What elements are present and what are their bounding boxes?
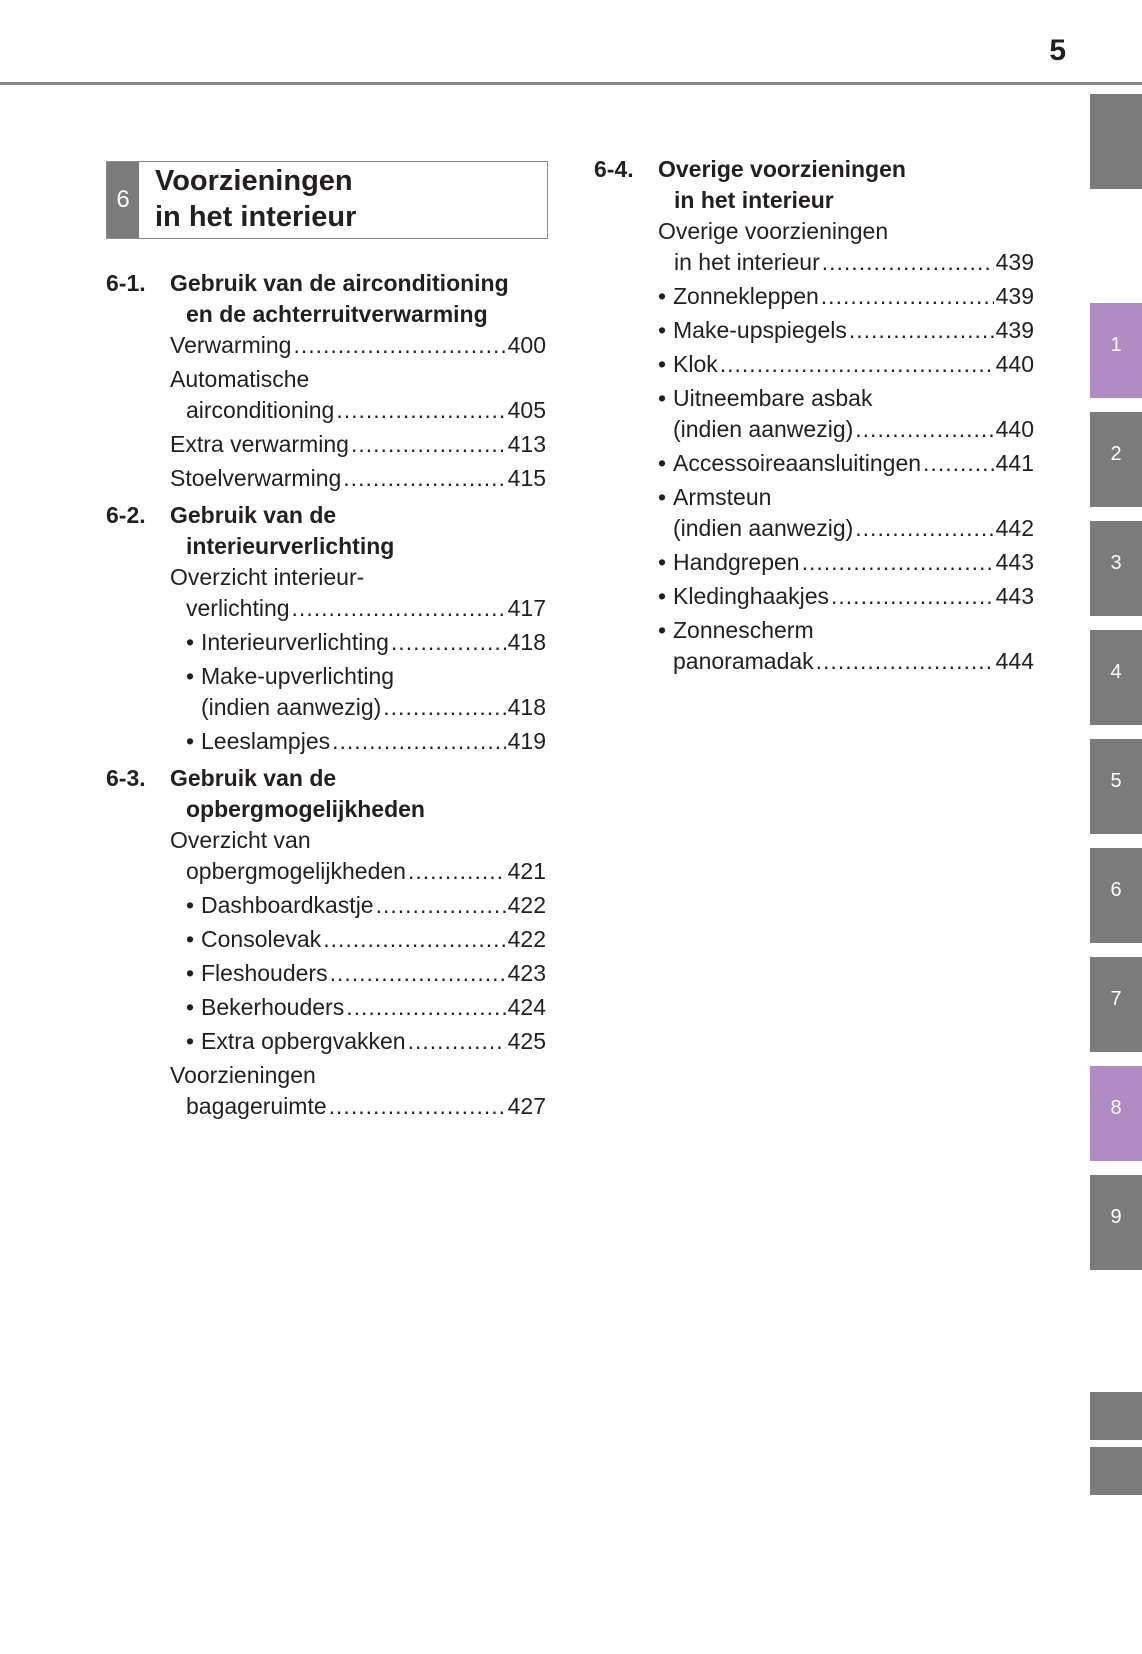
section-6-2 — [106, 500, 546, 757]
toc-entry-overzicht-interieurverlichting[interactable]: Overzicht interieur- verlichting ..... 417 — [106, 562, 546, 624]
toc-entry-airconditioning[interactable]: Automatische airconditioning ..... 405 — [106, 364, 546, 426]
chapter-header — [106, 161, 548, 239]
side-tab-top[interactable] — [1090, 94, 1142, 189]
toc-bullet-zonnescherm-panoramadak[interactable]: • Zonnescherm panoramadak ..... 444 — [594, 615, 1034, 677]
side-tab-abbreviations[interactable] — [1090, 1447, 1142, 1495]
toc-bullet-handgrepen[interactable]: • Handgrepen ..... 443 — [594, 547, 1034, 578]
toc-bullet-extra-opbergvakken[interactable]: • Extra opbergvakken ..... 425 — [106, 1026, 546, 1057]
side-tab-5[interactable]: 5 — [1090, 739, 1142, 834]
toc-entry-extra-verwarming[interactable]: Extra verwarming ..... 413 — [106, 429, 546, 460]
chapter-number: 6 — [107, 162, 139, 238]
toc-bullet-fleshouders[interactable]: • Fleshouders ..... 423 — [106, 958, 546, 989]
toc-bullet-leeslampjes[interactable]: • Leeslampjes ..... 419 — [106, 726, 546, 757]
toc-entry-stoelverwarming[interactable]: Stoelverwarming ..... 415 — [106, 463, 546, 494]
toc-entry-voorzieningen-bagageruimte[interactable]: Voorzieningen bagageruimte ..... 427 — [106, 1060, 546, 1122]
side-tab-3[interactable]: 3 — [1090, 521, 1142, 616]
toc-bullet-bekerhouders[interactable]: • Bekerhouders ..... 424 — [106, 992, 546, 1023]
side-tab-6[interactable]: 6 — [1090, 848, 1142, 943]
toc-left-column — [106, 268, 546, 1128]
toc-bullet-armsteun[interactable]: • Armsteun (indien aanwezig) ..... 442 — [594, 482, 1034, 544]
toc-entry-verwarming[interactable]: Verwarming ..... 400 — [106, 330, 546, 361]
header-rule — [0, 82, 1142, 85]
toc-bullet-dashboardkastje[interactable]: • Dashboardkastje ..... 422 — [106, 890, 546, 921]
section-6-4 — [594, 154, 1034, 677]
toc-bullet-zonnekleppen[interactable]: • Zonnekleppen ..... 439 — [594, 281, 1034, 312]
side-tab-2[interactable]: 2 — [1090, 412, 1142, 507]
section-6-1 — [106, 268, 546, 494]
section-heading[interactable]: 6-4. Overige voorzieningen in het interieur — [594, 156, 906, 213]
section-6-3 — [106, 763, 546, 1122]
toc-right-column — [594, 154, 1034, 683]
toc-bullet-make-upverlichting[interactable]: • Make-upverlichting (indien aanwezig) ..... 418 — [106, 661, 546, 723]
section-heading[interactable]: 6-3. Gebruik van de opbergmogelijkheden — [106, 765, 425, 822]
chapter-title: Voorzieningen in het interieur — [155, 165, 357, 233]
side-tab-4[interactable]: 4 — [1090, 630, 1142, 725]
page-number: 5 — [1049, 34, 1066, 67]
toc-bullet-accessoireaansluitingen[interactable]: • Accessoireaansluitingen ..... 441 — [594, 448, 1034, 479]
section-heading[interactable]: 6-2. Gebruik van de interieurverlichting — [106, 502, 395, 559]
toc-bullet-uitneembare-asbak[interactable]: • Uitneembare asbak (indien aanwezig) ..... 440 — [594, 383, 1034, 445]
side-tab-7[interactable]: 7 — [1090, 957, 1142, 1052]
side-tab-1[interactable]: 1 — [1090, 303, 1142, 398]
toc-bullet-interieurverlichting[interactable]: • Interieurverlichting ..... 418 — [106, 627, 546, 658]
toc-bullet-klok[interactable]: • Klok ..... 440 — [594, 349, 1034, 380]
toc-entry-overzicht-opbergmogelijkheden[interactable]: Overzicht van opbergmogelijkheden ..... 421 — [106, 825, 546, 887]
toc-bullet-consolevak[interactable]: • Consolevak ..... 422 — [106, 924, 546, 955]
toc-bullet-kledinghaakjes[interactable]: • Kledinghaakjes ..... 443 — [594, 581, 1034, 612]
side-tab-8[interactable]: 8 — [1090, 1066, 1142, 1161]
side-tab-9[interactable]: 9 — [1090, 1175, 1142, 1270]
section-heading[interactable]: 6-1. Gebruik van de airconditioning en de achterruitverwarming — [106, 270, 509, 327]
toc-bullet-make-upspiegels[interactable]: • Make-upspiegels ..... 439 — [594, 315, 1034, 346]
toc-entry-overige-voorzieningen[interactable]: Overige voorzieningen in het interieur ..... 439 — [594, 216, 1034, 278]
side-tab-index[interactable] — [1090, 1392, 1142, 1440]
